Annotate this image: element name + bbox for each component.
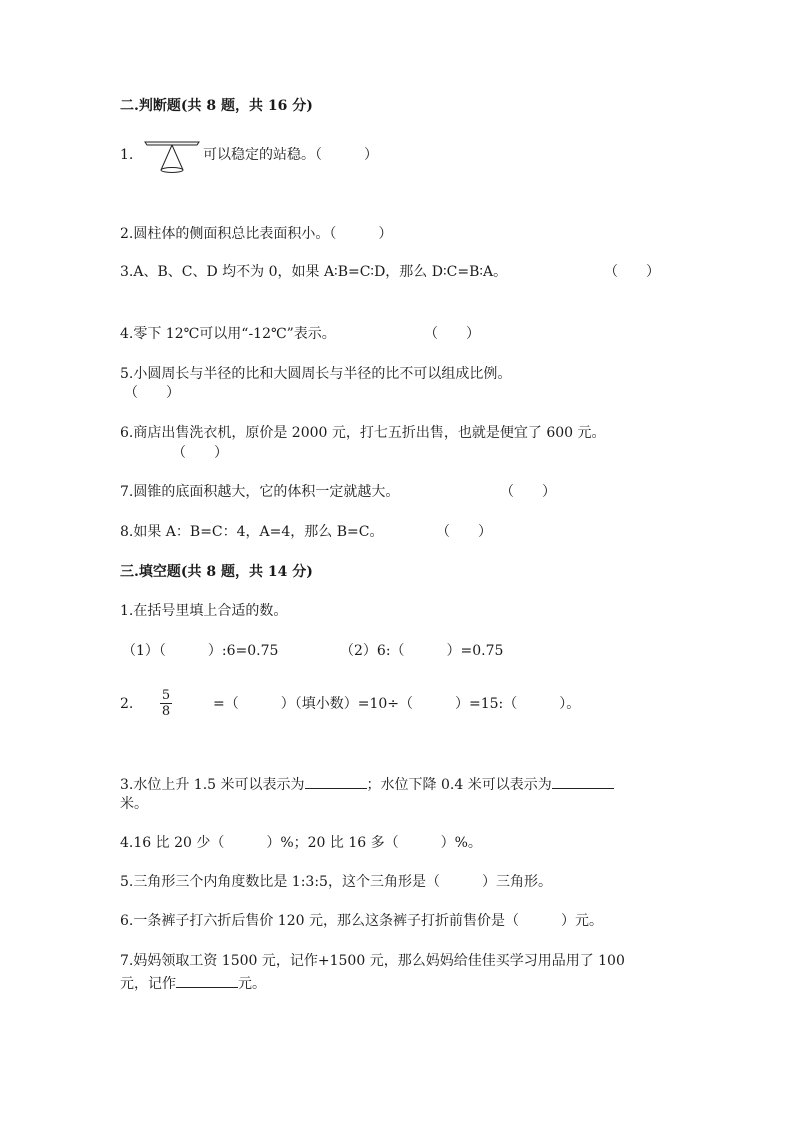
q2-7-answer-parens: （ ）	[500, 484, 556, 500]
q3-4-text: 4.16 比 20 少（ ）%；20 比 16 多（ ）%。	[120, 835, 482, 851]
q3-5-text: 5.三角形三个内角度数比是 1:3:5，这个三角形是（ ）三角形。	[120, 874, 552, 890]
fraction-denominator: 8	[161, 704, 171, 719]
q2-6-text: 6.商店出售洗衣机，原价是 2000 元，打七五折出售，也就是便宜了 600 元。	[120, 425, 606, 441]
q2-6-answer-parens: （ ）	[172, 445, 228, 461]
table-on-cone-figure-icon	[143, 137, 201, 177]
q3-3-blank-2[interactable]	[552, 774, 614, 789]
q2-7-text: 7.圆锥的底面积越大，它的体积一定就越大。	[120, 484, 400, 500]
q3-7-line2	[120, 973, 266, 993]
q3-2-number: 2.	[120, 696, 134, 712]
q3-3-line1	[120, 774, 614, 794]
q2-1-text: 可以稳定的站稳。（ ）	[203, 147, 378, 163]
q2-8-text: 8.如果 A：B=C：4，A=4，那么 B=C。	[120, 524, 384, 540]
fraction-numerator: 5	[161, 688, 171, 703]
q2-5-answer-parens: （ ）	[124, 385, 180, 401]
q2-3-text: 3.A、B、C、D 均不为 0，如果 A∶B=C∶D，那么 D∶C=B∶A。	[120, 264, 508, 280]
q3-2-text: =（ ）（填小数）=10÷（ ）=15:（ ）。	[213, 696, 581, 712]
q3-3-line2: 米。	[120, 796, 148, 812]
q3-1-sub2: （2）6:（ ）=0.75	[340, 643, 504, 659]
q3-7-part-c: 元。	[238, 976, 266, 992]
q2-2-text: 2.圆柱体的侧面积总比表面积小。（ ）	[120, 226, 393, 242]
q2-4-answer-parens: （ ）	[424, 326, 480, 342]
q3-7-part-b: 元，记作	[120, 976, 176, 992]
section-3-title: 三.填空题(共 8 题，共 14 分)	[120, 564, 313, 580]
q2-8-answer-parens: （ ）	[436, 524, 492, 540]
q3-1-text: 1.在括号里填上合适的数。	[120, 603, 288, 619]
q3-3-part-a: 3.水位上升 1.5 米可以表示为	[120, 777, 305, 793]
q2-4-text: 4.零下 12℃可以用“-12℃”表示。	[120, 326, 336, 342]
q3-3-blank-1[interactable]	[305, 774, 367, 789]
five-eighths-fraction	[159, 688, 173, 719]
q2-3-answer-parens: （ ）	[604, 264, 660, 280]
section-2-title: 二.判断题(共 8 题，共 16 分)	[120, 98, 313, 114]
q3-1-sub1: （1）（ ）:6=0.75	[122, 643, 279, 659]
q3-6-text: 6.一条裤子打六折后售价 120 元，那么这条裤子打折前售价是（ ）元。	[120, 913, 603, 929]
q2-1-number: 1.	[120, 147, 134, 163]
q2-5-text: 5.小圆周长与半径的比和大圆周长与半径的比不可以组成比例。	[120, 366, 512, 382]
q3-7-blank[interactable]	[176, 973, 238, 988]
q3-3-part-b: ；水位下降 0.4 米可以表示为	[366, 777, 552, 793]
q3-7-line1: 7.妈妈领取工资 1500 元，记作+1500 元，那么妈妈给佳佳买学习用品用了 100	[120, 953, 625, 969]
